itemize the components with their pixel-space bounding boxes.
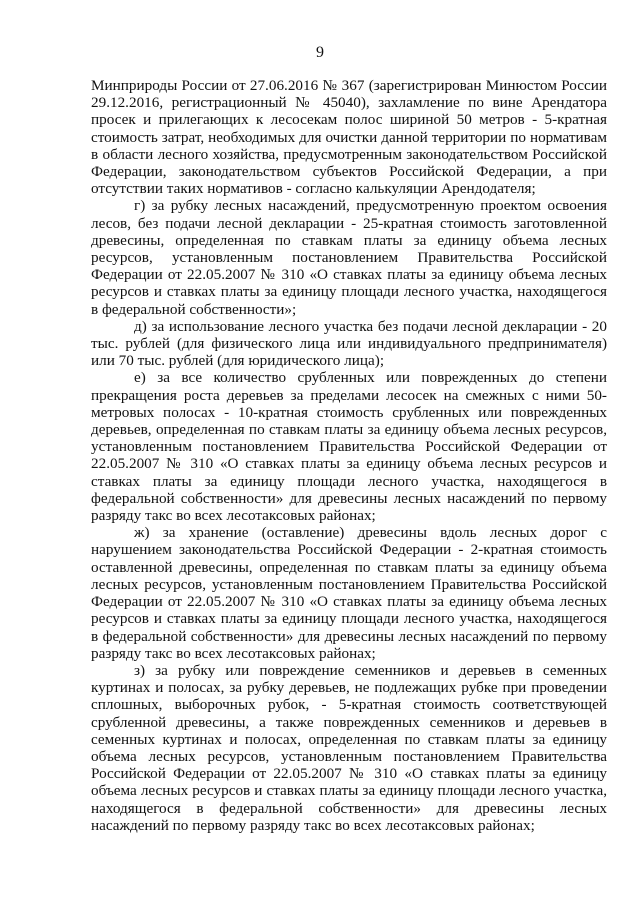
page-number: 9 (316, 44, 324, 61)
paragraph-d: д) за использование лесного участка без подачи лесной декларации - 20 тыс. рублей (для физического лица или индивидуального предпринимателя) или 70 тыс. рублей (для юридического лица); (91, 317, 607, 370)
paragraph-g: г) за рубку лесных насаждений, предусмотренную проектом освоения лесов, без подачи лесной декларации - 25-кратная стоимость заготовленной древесины, определенная по ставкам платы за единицу объема лесных ресурсов, установленным постановлением Правительства Российской Федерации от 22.05.2007 № 310 «О ставках платы за единицу объема лесных ресурсов и ставках платы за единицу площади лесного участка, находящегося в федеральной собственности»; (91, 197, 607, 318)
paragraph-continuation: Минприроды России от 27.06.2016 № 367 (зарегистрирован Минюстом России 29.12.2016, регистрационный № 45040), захламление по вине Арендатора просек и прилегающих к лесосекам полос шириной 50 метров - 5-кратная стоимость затрат, необходимых для очистки данной территории по нормативам в области лесного хозяйства, предусмотренным законодательством Российской Федерации, законодательством субъектов Российской Федерации, а при отсутствии таких нормативов - согласно калькуляции Арендодателя; (91, 77, 607, 198)
paragraph-z: з) за рубку или повреждение семенников и деревьев в семенных куртинах и полосах, за рубку деревьев, не подлежащих рубке при проведении сплошных, выборочных рубок, - 5-кратная стоимость соответствующей срубленной древесины, а также поврежденных семенников и деревьев в семенных куртинах и полосах, определенная по ставкам платы за единицу объема лесных ресурсов, установленным постановлением Правительства Российской Федерации от 22.05.2007 № 310 «О ставках платы за единицу объема лесных ресурсов и ставках платы за единицу площади лесного участка, находящегося в федеральной собственности» для древесины лесных насаждений по первому разряду такс во всех лесотаксовых районах; (91, 661, 607, 834)
paragraph-e: е) за все количество срубленных или поврежденных до степени прекращения роста деревьев за пределами лесосек на смежных с ними 50-метровых полосах - 10-кратная стоимость срубленных или поврежденных деревьев, определенная по ставкам платы за единицу объема лесных ресурсов, установленным постановлением Правительства Российской Федерации от 22.05.2007 № 310 «О ставках платы за единицу объема лесных ресурсов и ставках платы за единицу площади лесного участка, находящегося в федеральной собственности» для древесины лесных насаждений по первому разряду такс во всех лесотаксовых районах; (91, 369, 607, 525)
paragraph-zh: ж) за хранение (оставление) древесины вдоль лесных дорог с нарушением законодательства Российской Федерации - 2-кратная стоимость оставленной древесины, определенная по ставкам платы за единицу объема лесных ресурсов, установленным постановлением Правительства Российской Федерации от 22.05.2007 № 310 «О ставках платы за единицу объема лесных ресурсов и ставках платы за единицу площади лесного участка, находящегося в федеральной собственности» для древесины лесных насаждений по первому разряду такс во всех лесотаксовых районах; (91, 524, 607, 662)
document-body (91, 77, 607, 834)
